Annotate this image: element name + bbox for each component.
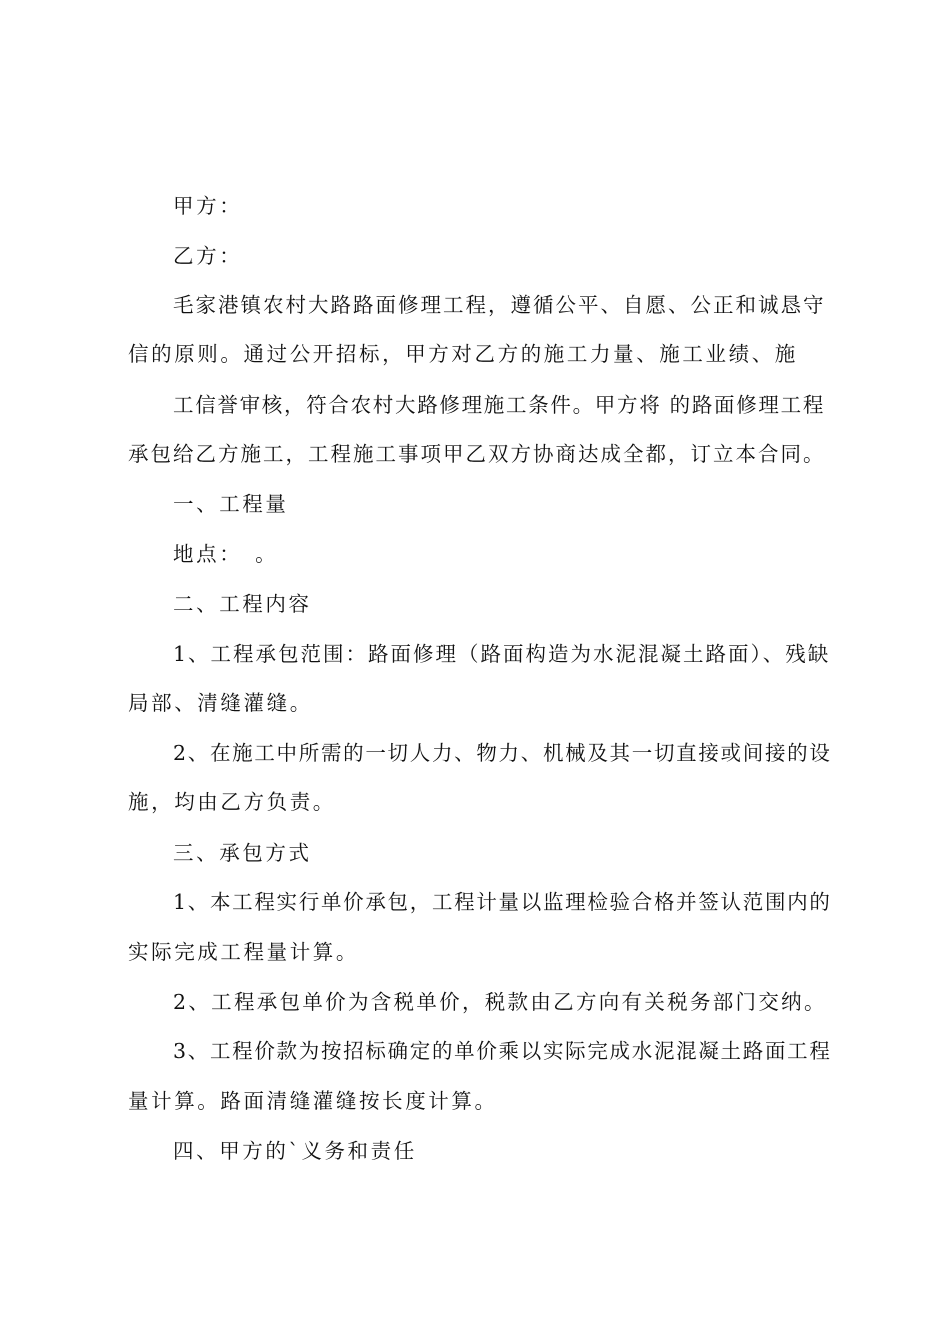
paragraph-line: 承包给乙方施工，工程施工事项甲乙双方协商达成全都，订立本合同。 [128, 442, 826, 466]
section-heading: 四、甲方的`义务和责任 [173, 1139, 417, 1163]
paragraph-line: 3、工程价款为按招标确定的单价乘以实际完成水泥混凝土路面工程 [173, 1039, 832, 1063]
paragraph-line: 工信誉审核，符合农村大路修理施工条件。甲方将 的路面修理工程 [173, 393, 826, 417]
party-b-label: 乙方： [173, 244, 243, 268]
paragraph-line: 信的原则。通过公开招标，甲方对乙方的施工力量、施工业绩、施 [128, 342, 798, 366]
party-a-label: 甲方： [173, 194, 243, 218]
paragraph-line: 1、本工程实行单价承包，工程计量以监理检验合格并签认范围内的 [173, 890, 832, 914]
section-heading: 二、工程内容 [173, 592, 312, 616]
location-line: 地点： 。 [173, 542, 279, 566]
paragraph-line: 量计算。路面清缝灌缝按长度计算。 [128, 1089, 498, 1113]
paragraph-line: 2、工程承包单价为含税单价，税款由乙方向有关税务部门交纳。 [173, 990, 827, 1014]
paragraph-line: 2、在施工中所需的一切人力、物力、机械及其一切直接或间接的设 [173, 741, 832, 765]
paragraph-line: 实际完成工程量计算。 [128, 940, 359, 964]
paragraph-line: 施，均由乙方负责。 [128, 790, 336, 814]
paragraph-line: 毛家港镇农村大路路面修理工程，遵循公平、自愿、公正和诚恳守 [173, 293, 826, 317]
paragraph-line: 1、工程承包范围：路面修理（路面构造为水泥混凝土路面）、残缺 [173, 642, 831, 666]
paragraph-line: 局部、清缝灌缝。 [128, 691, 313, 715]
section-heading: 三、承包方式 [173, 841, 312, 865]
section-heading: 一、工程量 [173, 492, 289, 516]
